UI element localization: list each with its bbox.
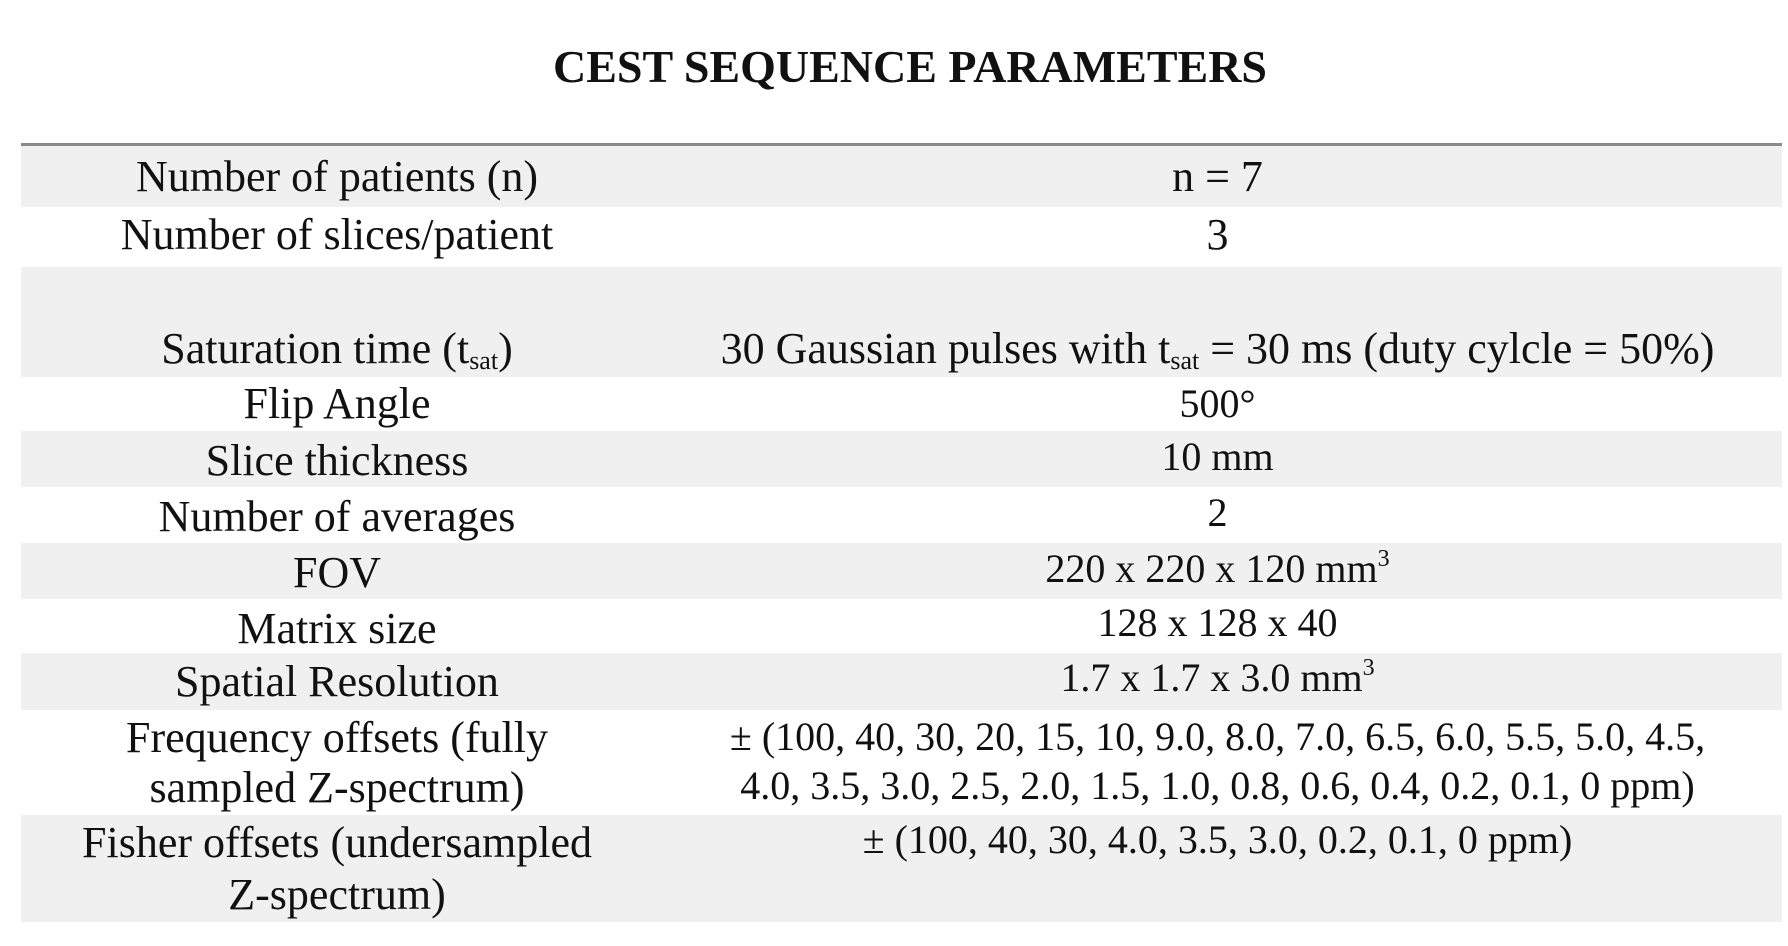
row-label: Number of averages (158, 492, 516, 541)
row-value: 2 (1207, 490, 1228, 535)
label-text: Saturation time (t (161, 324, 470, 373)
table-row (21, 599, 1782, 653)
row-label: Spatial Resolution (175, 657, 499, 706)
table-row (21, 543, 1782, 599)
table-row (21, 815, 1782, 922)
row-value: 10 mm (1161, 434, 1274, 479)
row-label: FOV (292, 548, 382, 597)
table-row (21, 207, 1782, 267)
value-superscript: 3 (1362, 655, 1375, 681)
row-label: Number of patients (n) (136, 152, 538, 201)
label-line: Z-spectrum) (228, 870, 446, 919)
row-value (653, 267, 1782, 377)
label-line: sampled Z-spectrum) (149, 763, 525, 812)
table-row (21, 146, 1782, 207)
row-value: 500° (1179, 381, 1256, 426)
label-subscript: sat (469, 346, 499, 375)
table-row (21, 487, 1782, 543)
row-label: Number of slices/patient (120, 210, 554, 259)
table-row (21, 431, 1782, 487)
value-text: 1.7 x 1.7 x 3.0 mm (1060, 655, 1363, 700)
row-label: Matrix size (237, 604, 437, 653)
value-text-end: = 30 ms (duty cylcle = 50%) (1199, 324, 1715, 373)
table-row (21, 653, 1782, 710)
table-row (21, 710, 1782, 815)
table-row (21, 267, 1782, 377)
label-line: Fisher offsets (undersampled (82, 818, 592, 867)
row-value (653, 543, 1782, 599)
value-text: 220 x 220 x 120 mm (1045, 546, 1378, 591)
table-row (21, 377, 1782, 431)
row-value: 128 x 128 x 40 (1097, 600, 1338, 645)
table-title: CEST SEQUENCE PARAMETERS (552, 41, 1267, 92)
row-label (21, 815, 653, 922)
row-value (653, 653, 1782, 710)
row-value (653, 710, 1782, 815)
value-subscript: sat (1170, 346, 1200, 375)
value-line: 4.0, 3.5, 3.0, 2.5, 2.0, 1.5, 1.0, 0.8, 0.6, 0.4, 0.2, 0.1, 0 ppm) (740, 763, 1695, 808)
parameters-table (21, 143, 1782, 922)
value-text: 30 Gaussian pulses with t (720, 324, 1171, 373)
value-superscript: 3 (1377, 546, 1390, 572)
row-label: Flip Angle (243, 379, 431, 428)
label-line: Frequency offsets (fully (126, 713, 548, 762)
row-value: n = 7 (1172, 152, 1263, 201)
row-label: Slice thickness (205, 436, 469, 485)
row-label (21, 710, 653, 815)
row-value: 3 (1206, 210, 1229, 259)
value-line: ± (100, 40, 30, 20, 15, 10, 9.0, 8.0, 7.0, 6.5, 6.0, 5.5, 5.0, 4.5, (729, 714, 1706, 759)
label-text-end: ) (498, 324, 513, 373)
row-value: ± (100, 40, 30, 4.0, 3.5, 3.0, 0.2, 0.1, 0 ppm) (862, 817, 1573, 862)
row-label (21, 267, 653, 377)
